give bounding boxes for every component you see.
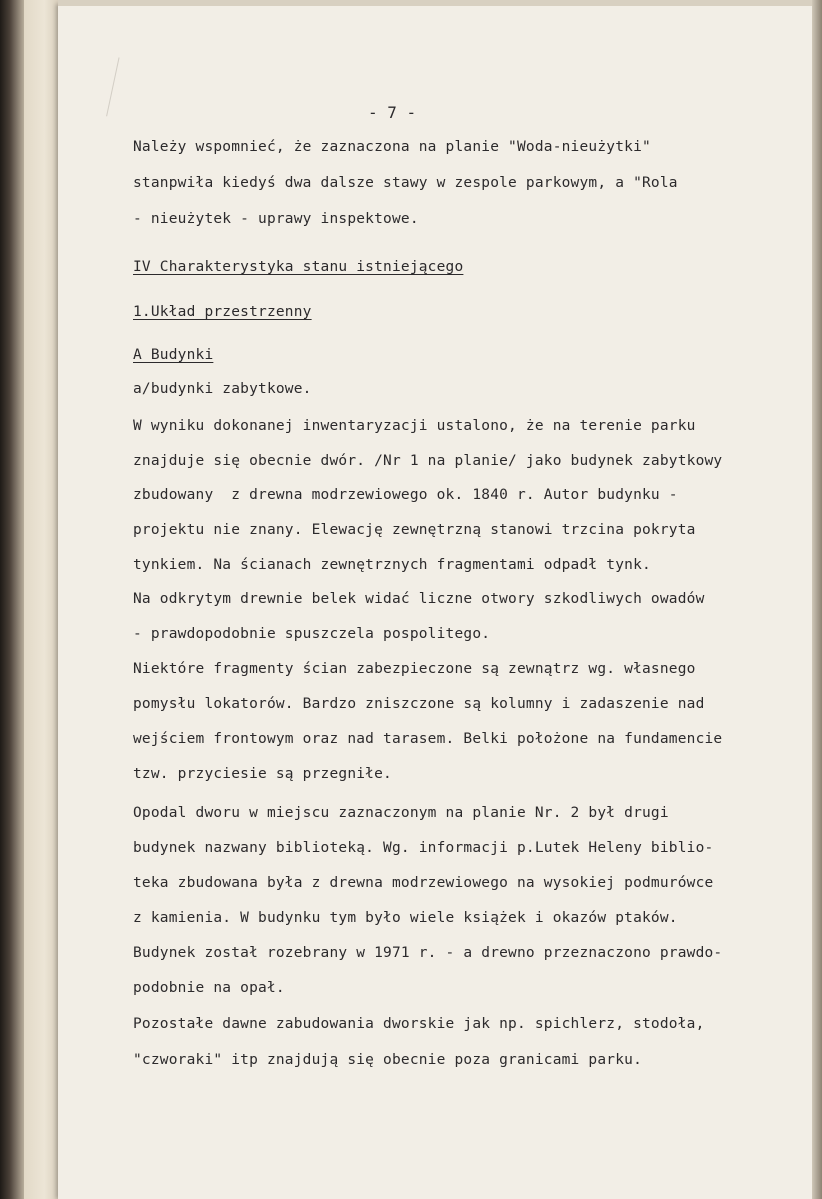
section-heading: IV Charakterystyka stanu istniejącego (133, 259, 464, 275)
body-line: Budynek został rozebrany w 1971 r. - a drewno przeznaczono prawdo- (133, 945, 723, 961)
body-line: - prawdopodobnie spuszczela pospolitego. (133, 626, 491, 642)
subsection-heading: 1.Układ przestrzenny (133, 304, 312, 320)
intro-line: stanpwiła kiedyś dwa dalsze stawy w zespole parkowym, a "Rola (133, 175, 678, 191)
body-line: tzw. przyciesie są przegniłe. (133, 766, 392, 782)
body-line: Pozostałe dawne zabudowania dworskie jak np. spichlerz, stodoła, (133, 1016, 705, 1032)
page-top-edge (58, 0, 814, 6)
body-line: W wyniku dokonanej inwentaryzacji ustalono, że na terenie parku (133, 418, 696, 434)
body-line: budynek nazwany biblioteką. Wg. informacji p.Lutek Heleny biblio- (133, 840, 714, 856)
subsubsection-heading: A Budynki (133, 347, 214, 363)
page-number: - 7 - (368, 103, 417, 122)
body-line: pomysłu lokatorów. Bardzo zniszczone są kolumny i zadaszenie nad (133, 696, 705, 712)
body-line: wejściem frontowym oraz nad tarasem. Belki położone na fundamencie (133, 731, 723, 747)
body-line: z kamienia. W budynku tym było wiele książek i okazów ptaków. (133, 910, 678, 926)
body-line: Na odkrytym drewnie belek widać liczne otwory szkodliwych owadów (133, 591, 705, 607)
intro-line: Należy wspomnieć, że zaznaczona na planie "Woda-nieużytki" (133, 139, 651, 155)
body-line: teka zbudowana była z drewna modrzewiowego na wysokiej podmurówce (133, 875, 714, 891)
intro-line: - nieużytek - uprawy inspektowe. (133, 211, 419, 227)
body-line: Niektóre fragmenty ścian zabezpieczone są zewnątrz wg. własnego (133, 661, 696, 677)
page-right-edge (812, 0, 822, 1199)
body-line: tynkiem. Na ścianach zewnętrznych fragmentami odpadł tynk. (133, 557, 651, 573)
body-line: projektu nie znany. Elewację zewnętrzną stanowi trzcina pokryta (133, 522, 696, 538)
body-line: znajduje się obecnie dwór. /Nr 1 na planie/ jako budynek zabytkowy (133, 453, 723, 469)
body-line: podobnie na opał. (133, 980, 285, 996)
body-line: Opodal dworu w miejscu zaznaczonym na planie Nr. 2 był drugi (133, 805, 669, 821)
item-heading: a/budynki zabytkowe. (133, 381, 312, 397)
book-binding (0, 0, 24, 1199)
previous-page-edge (24, 0, 59, 1199)
body-line: zbudowany z drewna modrzewiowego ok. 1840 r. Autor budynku - (133, 487, 678, 503)
body-line: "czworaki" itp znajdują się obecnie poza granicami parku. (133, 1052, 642, 1068)
